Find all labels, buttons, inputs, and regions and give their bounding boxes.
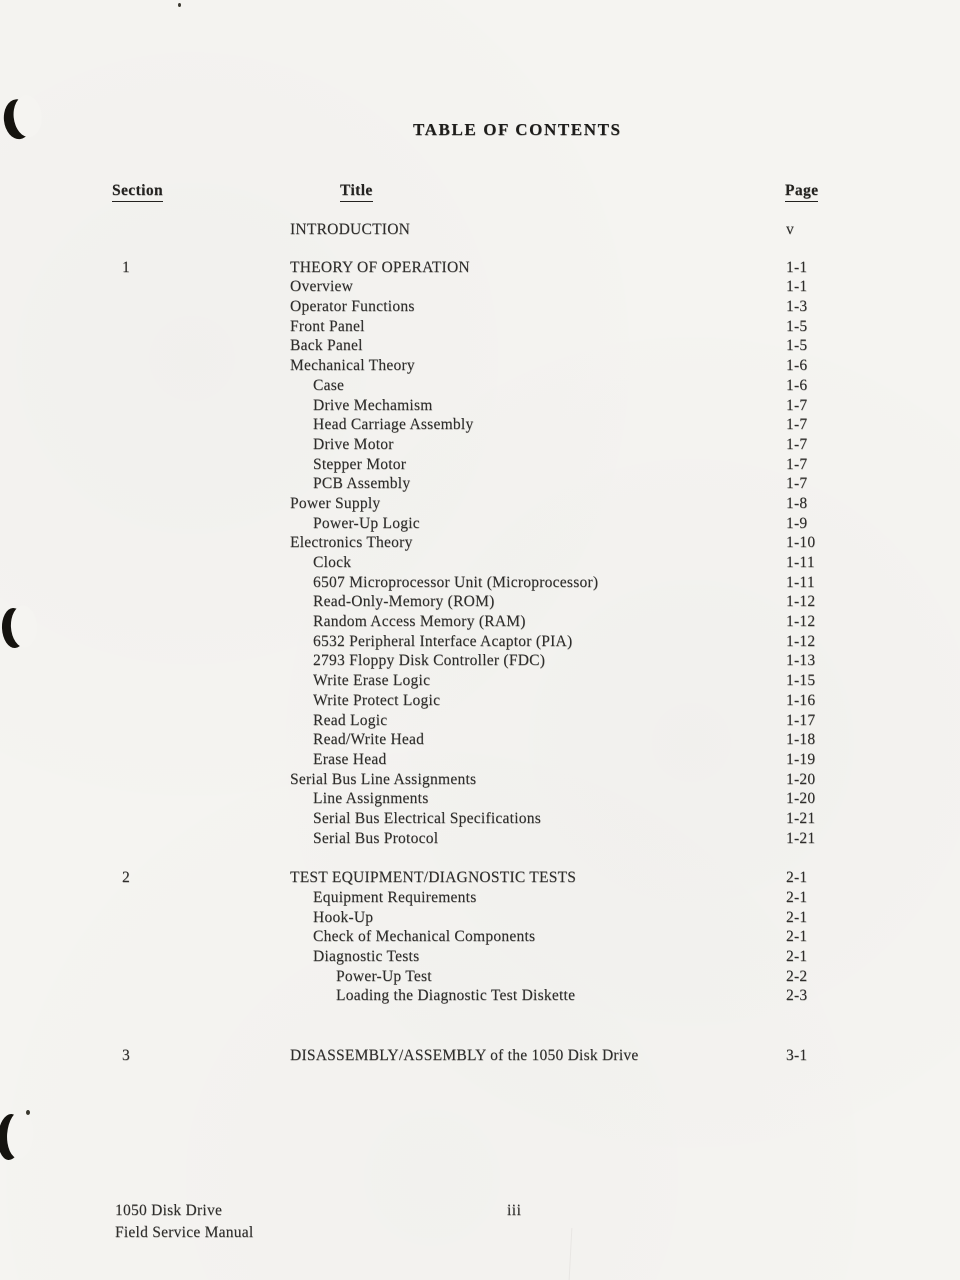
toc-entry-title: TEST EQUIPMENT/DIAGNOSTIC TESTS xyxy=(290,869,577,887)
toc-page-number: 1-6 xyxy=(786,357,808,375)
toc-row xyxy=(0,475,880,495)
toc-entry-title: Serial Bus Line Assignments xyxy=(290,770,477,788)
toc-entry-title: Random Access Memory (RAM) xyxy=(313,613,526,631)
toc-entry-title: Drive Mechamism xyxy=(313,396,433,414)
toc-row xyxy=(0,534,880,554)
toc-row xyxy=(0,968,880,988)
toc-entry-title: INTRODUCTION xyxy=(290,221,411,238)
ink-speck-left xyxy=(26,1110,30,1115)
toc-row xyxy=(0,278,880,298)
toc-page-number: 2-1 xyxy=(786,928,808,946)
toc-row xyxy=(0,613,880,633)
toc-page-number: 1-1 xyxy=(786,278,808,296)
toc-entry-title: Erase Head xyxy=(313,750,387,768)
toc-row xyxy=(0,259,880,279)
toc-entry-title: Power Supply xyxy=(290,494,381,512)
toc-row xyxy=(0,357,880,377)
toc-entry-title: Check of Mechanical Components xyxy=(313,928,536,946)
toc-section-number: 1 xyxy=(122,258,130,276)
toc-entry-title: 2793 Floppy Disk Controller (FDC) xyxy=(313,652,546,670)
toc-page-number: 1-21 xyxy=(786,809,816,827)
toc-row xyxy=(0,672,880,692)
toc-entry-title: Loading the Diagnostic Test Diskette xyxy=(336,987,576,1005)
toc-page-number: 1-21 xyxy=(786,829,816,847)
toc-page-number: 2-1 xyxy=(786,908,808,926)
toc-entry-title: Read-Only-Memory (ROM) xyxy=(313,593,495,611)
toc-row xyxy=(0,712,880,732)
toc-page-number: 1-7 xyxy=(786,396,808,414)
toc-row xyxy=(0,790,880,810)
toc-row xyxy=(0,1047,880,1067)
toc-page-number: 1-19 xyxy=(786,750,816,768)
toc-page-number: 2-3 xyxy=(786,987,808,1005)
toc-row xyxy=(0,337,880,357)
toc-entry-title: Serial Bus Protocol xyxy=(313,829,439,847)
toc-row xyxy=(0,495,880,515)
toc-row xyxy=(0,830,880,850)
toc-list xyxy=(0,221,880,1067)
toc-row xyxy=(0,909,880,929)
toc-entry-title: Read/Write Head xyxy=(313,731,425,749)
toc-row xyxy=(0,810,880,830)
toc-row xyxy=(0,397,880,417)
toc-page-number: 1-7 xyxy=(786,435,808,453)
toc-page-number: 1-12 xyxy=(786,593,816,611)
toc-entry-title: Clock xyxy=(313,554,352,571)
toc-entry-title: Front Panel xyxy=(290,317,365,335)
toc-page-number: 1-9 xyxy=(786,514,808,532)
toc-page-number: 3-1 xyxy=(786,1047,808,1065)
toc-page-number: 1-3 xyxy=(786,298,808,316)
toc-section-number: 2 xyxy=(122,869,130,887)
toc-row xyxy=(0,928,880,948)
toc-row xyxy=(0,456,880,476)
toc-row xyxy=(0,692,880,712)
toc-row xyxy=(0,298,880,318)
footer-doc-title: 1050 Disk Drive xyxy=(115,1202,223,1219)
toc-section-number: 3 xyxy=(122,1047,130,1065)
toc-row xyxy=(0,889,880,909)
footer-page-number: iii xyxy=(507,1202,522,1219)
toc-entry-title: Back Panel xyxy=(290,337,363,355)
toc-row xyxy=(0,731,880,751)
toc-page-number: 1-20 xyxy=(786,770,816,788)
toc-page-number: 1-12 xyxy=(786,632,816,650)
toc-row xyxy=(0,221,880,241)
toc-page-number: 1-5 xyxy=(786,317,808,335)
punch-hole-mark-top xyxy=(2,97,38,142)
column-header-section: Section xyxy=(112,182,163,202)
toc-row xyxy=(0,416,880,436)
toc-page-number: 2-1 xyxy=(786,948,808,966)
toc-entry-title: Case xyxy=(313,376,345,394)
toc-page-number: 2-1 xyxy=(786,889,808,906)
toc-row xyxy=(0,652,880,672)
punch-hole-mark-bottom xyxy=(0,1109,26,1163)
paper-crease xyxy=(569,1228,573,1280)
column-header-title: Title xyxy=(340,182,373,202)
toc-page-number: 1-5 xyxy=(786,337,808,355)
toc-row xyxy=(0,987,880,1007)
toc-entry-title: Write Erase Logic xyxy=(313,672,431,690)
toc-page-number: 1-12 xyxy=(786,613,816,631)
toc-page-number: 1-7 xyxy=(786,416,808,434)
toc-entry-title: Head Carriage Assembly xyxy=(313,416,474,434)
toc-page-number: 1-11 xyxy=(786,573,815,591)
toc-page-number: 1-15 xyxy=(786,672,816,690)
toc-entry-title: Overview xyxy=(290,278,354,296)
toc-page-number: 1-20 xyxy=(786,790,816,808)
toc-entry-title: Hook-Up xyxy=(313,908,374,926)
toc-entry-title: Line Assignments xyxy=(313,790,429,808)
toc-entry-title: Drive Motor xyxy=(313,435,394,453)
toc-entry-title: DISASSEMBLY/ASSEMBLY of the 1050 Disk Drive xyxy=(290,1047,639,1065)
page-title: TABLE OF CONTENTS xyxy=(413,120,622,139)
toc-entry-title: Power-Up Logic xyxy=(313,514,420,532)
toc-page-number: 1-7 xyxy=(786,455,808,473)
toc-page-number: 1-7 xyxy=(786,475,808,493)
column-header-page: Page xyxy=(785,182,818,202)
toc-row xyxy=(0,771,880,791)
toc-page-number: 2-2 xyxy=(786,967,808,985)
footer-doc-subtitle: Field Service Manual xyxy=(115,1223,254,1241)
toc-page-number: 1-16 xyxy=(786,691,816,709)
toc-entry-title: THEORY OF OPERATION xyxy=(290,258,470,276)
toc-row xyxy=(0,633,880,653)
toc-entry-title: Mechanical Theory xyxy=(290,357,415,375)
toc-row xyxy=(0,436,880,456)
toc-entry-title: PCB Assembly xyxy=(313,475,411,493)
toc-row xyxy=(0,948,880,968)
toc-entry-title: Stepper Motor xyxy=(313,455,407,473)
toc-entry-title: Electronics Theory xyxy=(290,534,413,552)
toc-entry-title: Write Protect Logic xyxy=(313,691,441,709)
toc-page-number: 1-18 xyxy=(786,731,816,749)
ink-speck-top xyxy=(178,3,181,7)
toc-row xyxy=(0,751,880,771)
toc-page-number: 1-1 xyxy=(786,258,808,276)
toc-row xyxy=(0,554,880,574)
toc-entry-title: 6507 Microprocessor Unit (Microprocessor) xyxy=(313,573,599,591)
toc-entry-title: Diagnostic Tests xyxy=(313,948,420,966)
toc-page-number: 1-17 xyxy=(786,711,816,729)
toc-page-number: v xyxy=(786,221,794,238)
toc-page-number: 1-10 xyxy=(786,534,816,552)
toc-entry-title: 6532 Peripheral Interface Acaptor (PIA) xyxy=(313,632,573,650)
toc-page-number: 1-11 xyxy=(786,554,815,571)
toc-row xyxy=(0,377,880,397)
toc-row xyxy=(0,515,880,535)
toc-page-number: 1-8 xyxy=(786,494,808,512)
toc-row xyxy=(0,318,880,338)
footer-doc-id xyxy=(115,1200,253,1243)
toc-page-number: 1-13 xyxy=(786,652,816,670)
toc-row xyxy=(0,574,880,594)
toc-row xyxy=(0,593,880,613)
toc-entry-title: Operator Functions xyxy=(290,298,415,316)
toc-entry-title: Equipment Requirements xyxy=(313,889,477,906)
toc-entry-title: Power-Up Test xyxy=(336,967,432,985)
toc-entry-title: Read Logic xyxy=(313,711,388,729)
toc-page-number: 1-6 xyxy=(786,376,808,394)
toc-page-number: 2-1 xyxy=(786,869,808,887)
toc-entry-title: Serial Bus Electrical Specifications xyxy=(313,809,542,827)
toc-row xyxy=(0,869,880,889)
